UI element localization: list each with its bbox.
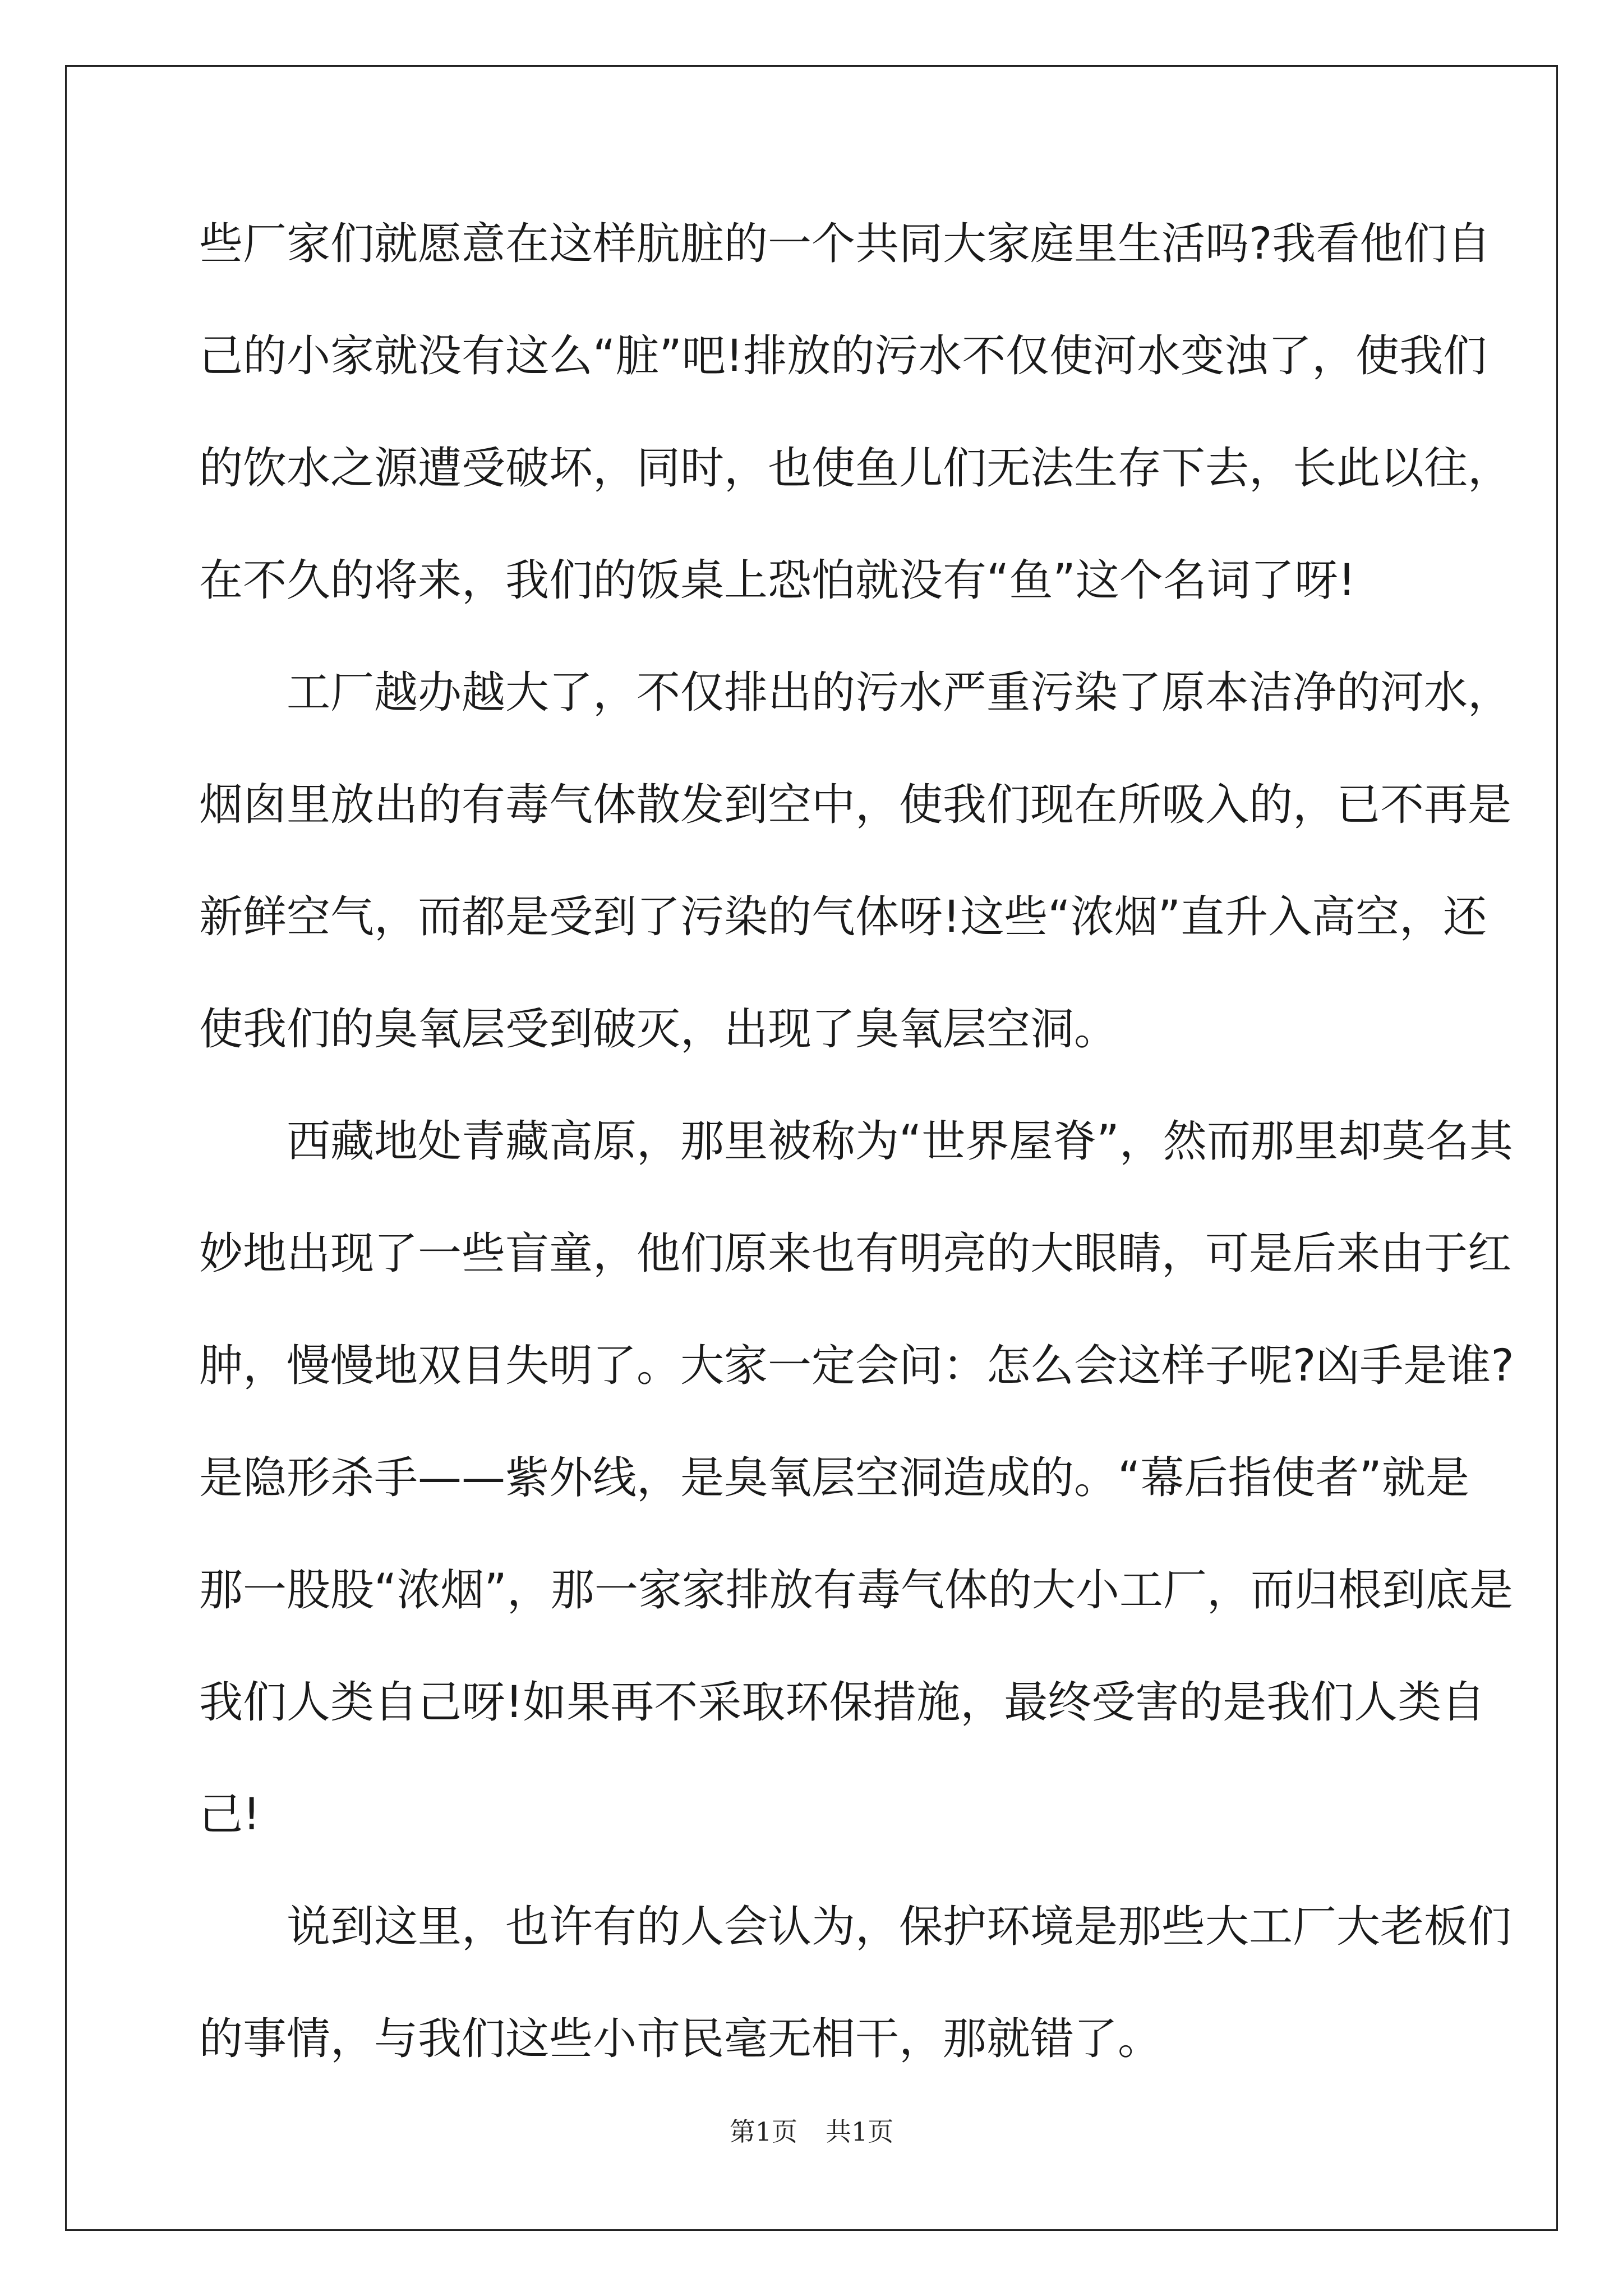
text-line: 烟囱里放出的有毒气体散发到空中，使我们现在所吸入的，已不再是 <box>199 780 1512 830</box>
text-line: 妙地出现了一些盲童，他们原来也有明亮的大眼睛，可是后来由于红 <box>199 1228 1512 1279</box>
text-line: 新鲜空气，而都是受到了污染的气体呀!这些“浓烟”直升入高空，还 <box>199 892 1487 942</box>
text-line: 肿，慢慢地双目失明了。大家一定会问：怎么会这样子呢?凶手是谁? <box>199 1341 1514 1391</box>
text-line: 说到这里，也许有的人会认为，保护环境是那些大工厂大老板们 <box>287 1902 1512 1952</box>
text-line: 是隐形杀手——紫外线，是臭氧层空洞造成的。“幕后指使者”就是 <box>199 1453 1469 1503</box>
text-line: 己的小家就没有这么“脏”吧!排放的污水不仅使河水变浊了，使我们 <box>199 331 1487 381</box>
text-line: 那一股股“浓烟”，那一家家排放有毒气体的大小工厂，而归根到底是 <box>199 1565 1513 1616</box>
page-number: 第1页 <box>729 2116 797 2147</box>
text-line: 使我们的臭氧层受到破灭，出现了臭氧层空洞。 <box>199 1004 1118 1055</box>
page-total: 共1页 <box>826 2116 894 2147</box>
text-line: 些厂家们就愿意在这样肮脏的一个共同大家庭里生活吗?我看他们自 <box>199 219 1491 269</box>
text-line: 西藏地处青藏高原，那里被称为“世界屋脊”，然而那里却莫名其 <box>287 1116 1513 1167</box>
document-body <box>199 213 1514 2120</box>
text-line: 的饮水之源遭受破坏，同时，也使鱼儿们无法生存下去，长此以往， <box>199 443 1512 494</box>
text-line: 工厂越办越大了，不仅排出的污水严重污染了原本洁净的河水， <box>287 668 1512 718</box>
page-footer <box>0 2111 1623 2148</box>
text-line: 己! <box>199 1789 261 1840</box>
text-line: 我们人类自己呀!如果再不采取环保措施，最终受害的是我们人类自 <box>199 1677 1486 1728</box>
text-line: 在不久的将来，我们的饭桌上恐怕就没有“鱼”这个名词了呀! <box>199 555 1356 606</box>
text-line: 的事情，与我们这些小市民毫无相干，那就错了。 <box>199 2014 1162 2064</box>
